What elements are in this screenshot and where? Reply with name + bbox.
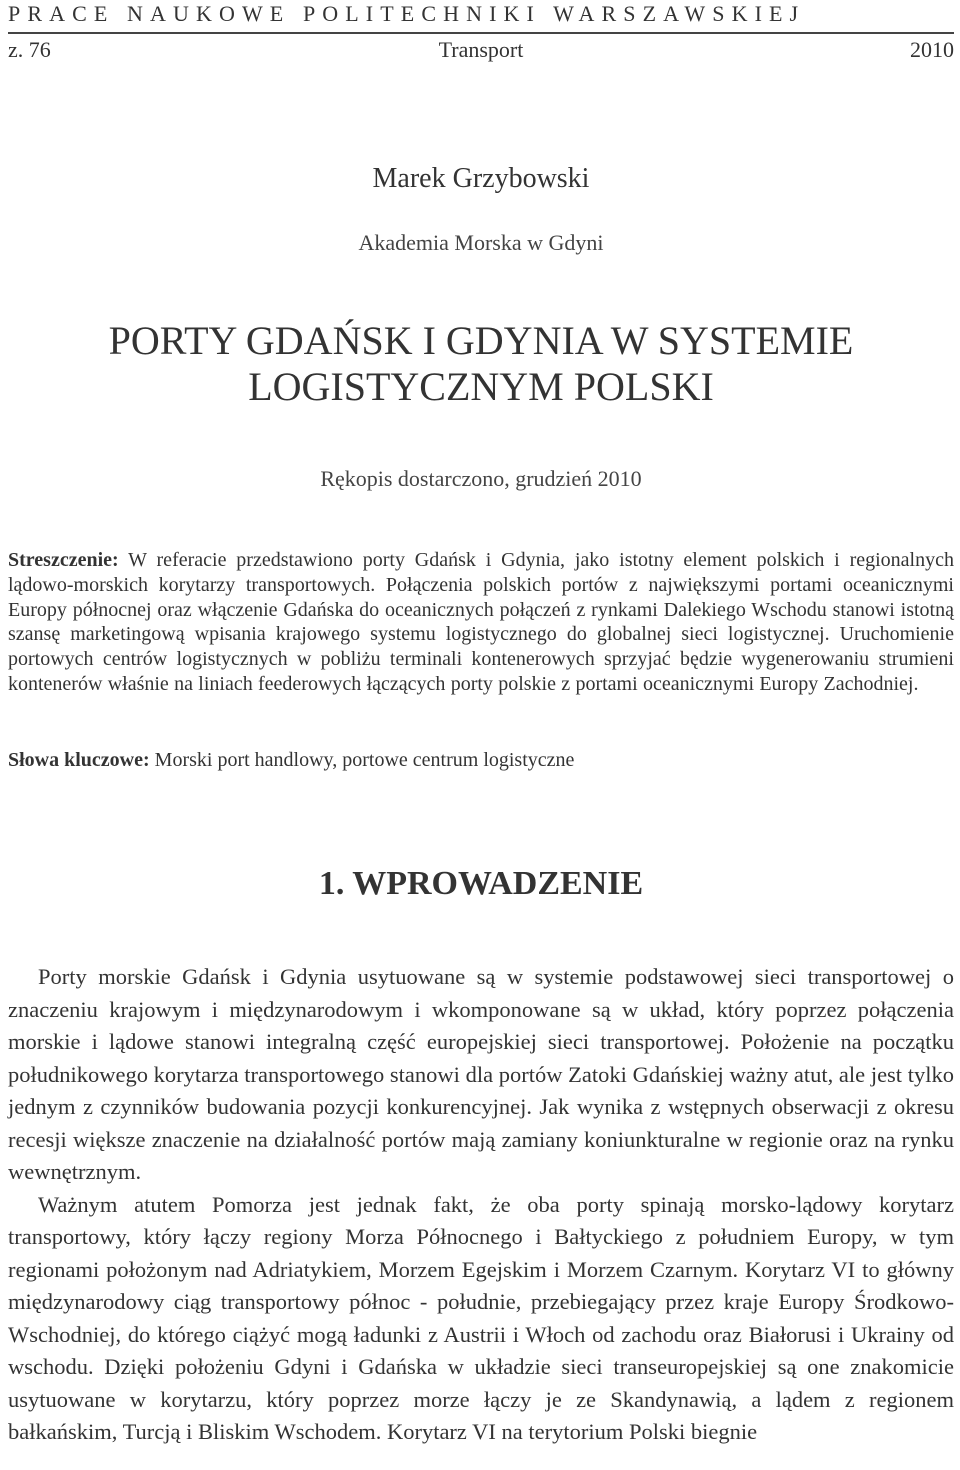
paper-title-line-2: LOGISTYCZNYM POLSKI: [248, 364, 714, 409]
paper-page: [8, 0, 954, 1470]
body-text: [8, 961, 954, 1449]
header-rule: [8, 32, 954, 34]
keywords: [8, 748, 954, 772]
paragraph: Porty morskie Gdańsk i Gdynia usytuowane są w systemie podstawowej sieci transportowej o znaczeniu krajowym i międzynarodowym i wkomponowane są w układ, który poprzez połączenia morskie i lądowe stanowi integralną część europejskiej sieci transportowej. Położenie na początku południkowego korytarza transportowego stanowi dla portów Zatoki Gdańskiej ważny atut, ale jest tylko jednym z czynników budowania pozycji konkurencyjnej. Jak wynika z wstępnych obserwacji z okresu recesji większe znaczenie na działalność portów mają zamiany koniunkturalne w regionie oraz na rynku wewnętrznym.: [8, 964, 954, 1184]
publication-year: 2010: [910, 37, 954, 62]
paragraph: Ważnym atutem Pomorza jest jednak fakt, że oba porty spinają morsko-lądowy korytarz transportowy, który łączy regiony Morza Północnego i Bałtyckiego z południem Europy, w tym regionami położonym nad Adriatykiem, Morzem Egejskim i Morzem Czarnym. Korytarz VI to główny międzynarodowy ciąg transportowy północ - południe, przebiegający przez kraje Europy Środkowo-Wschodniej, do którego ciążyć mogą ładunki z Austrii i Włoch od zachodu oraz Białorusi i Ukrainy od wschodu. Dzięki położeniu Gdyni i Gdańska w układzie sieci transeuropejskiej są one znakomicie usytuowane w korytarzu, który poprzez morze łączy je ze Skandynawią, a lądem z regionem bałkańskim, Turcją i Bliskim Wschodem. Korytarz VI na terytorium Polski biegnie: [8, 1191, 954, 1444]
abstract-text: W referacie przedstawiono porty Gdańsk i Gdynia, jako istotny element polskich i regionalnych lądowo-morskich korytarzy transportowych. Połączenia polskich portów z największymi portami oceanicznymi Europy północnej oraz włączenie Gdańska do oceanicznych połączeń z rynkami Dalekiego Wschodu stanowi istotną szansę marketingową wpisania krajowego systemu logistycznego do globalnej sieci logistycznej. Uruchomienie portowych centrów logistycznych w pobliżu terminali kontenerowych sprzyjać będzie wygenerowaniu strumieni kontenerów właśnie na liniach feederowych łączących porty polskie z portami oceanicznymi Europy Zachodniej.: [8, 549, 954, 695]
section-title: WPROWADZENIE: [352, 865, 644, 902]
abstract: [8, 548, 954, 697]
author-affiliation: Akademia Morska w Gdyni: [358, 230, 604, 255]
issue-number: z. 76: [8, 37, 51, 62]
journal-title: PRACE NAUKOWE POLITECHNIKI WARSZAWSKIEJ: [8, 1, 806, 26]
paper-title: [8, 318, 954, 410]
keywords-label: Słowa kluczowe:: [8, 749, 150, 771]
author-name: Marek Grzybowski: [372, 163, 590, 194]
section-number: 1.: [318, 865, 345, 902]
paper-title-line-1: PORTY GDAŃSK I GDYNIA W SYSTEMIE: [108, 318, 854, 363]
series-name: Transport: [438, 37, 524, 62]
abstract-label: Streszczenie:: [8, 549, 119, 571]
received-date: Rękopis dostarczono, grudzień 2010: [320, 466, 642, 491]
section-heading: [8, 862, 954, 906]
keywords-text: Morski port handlowy, portowe centrum logistyczne: [154, 749, 575, 771]
